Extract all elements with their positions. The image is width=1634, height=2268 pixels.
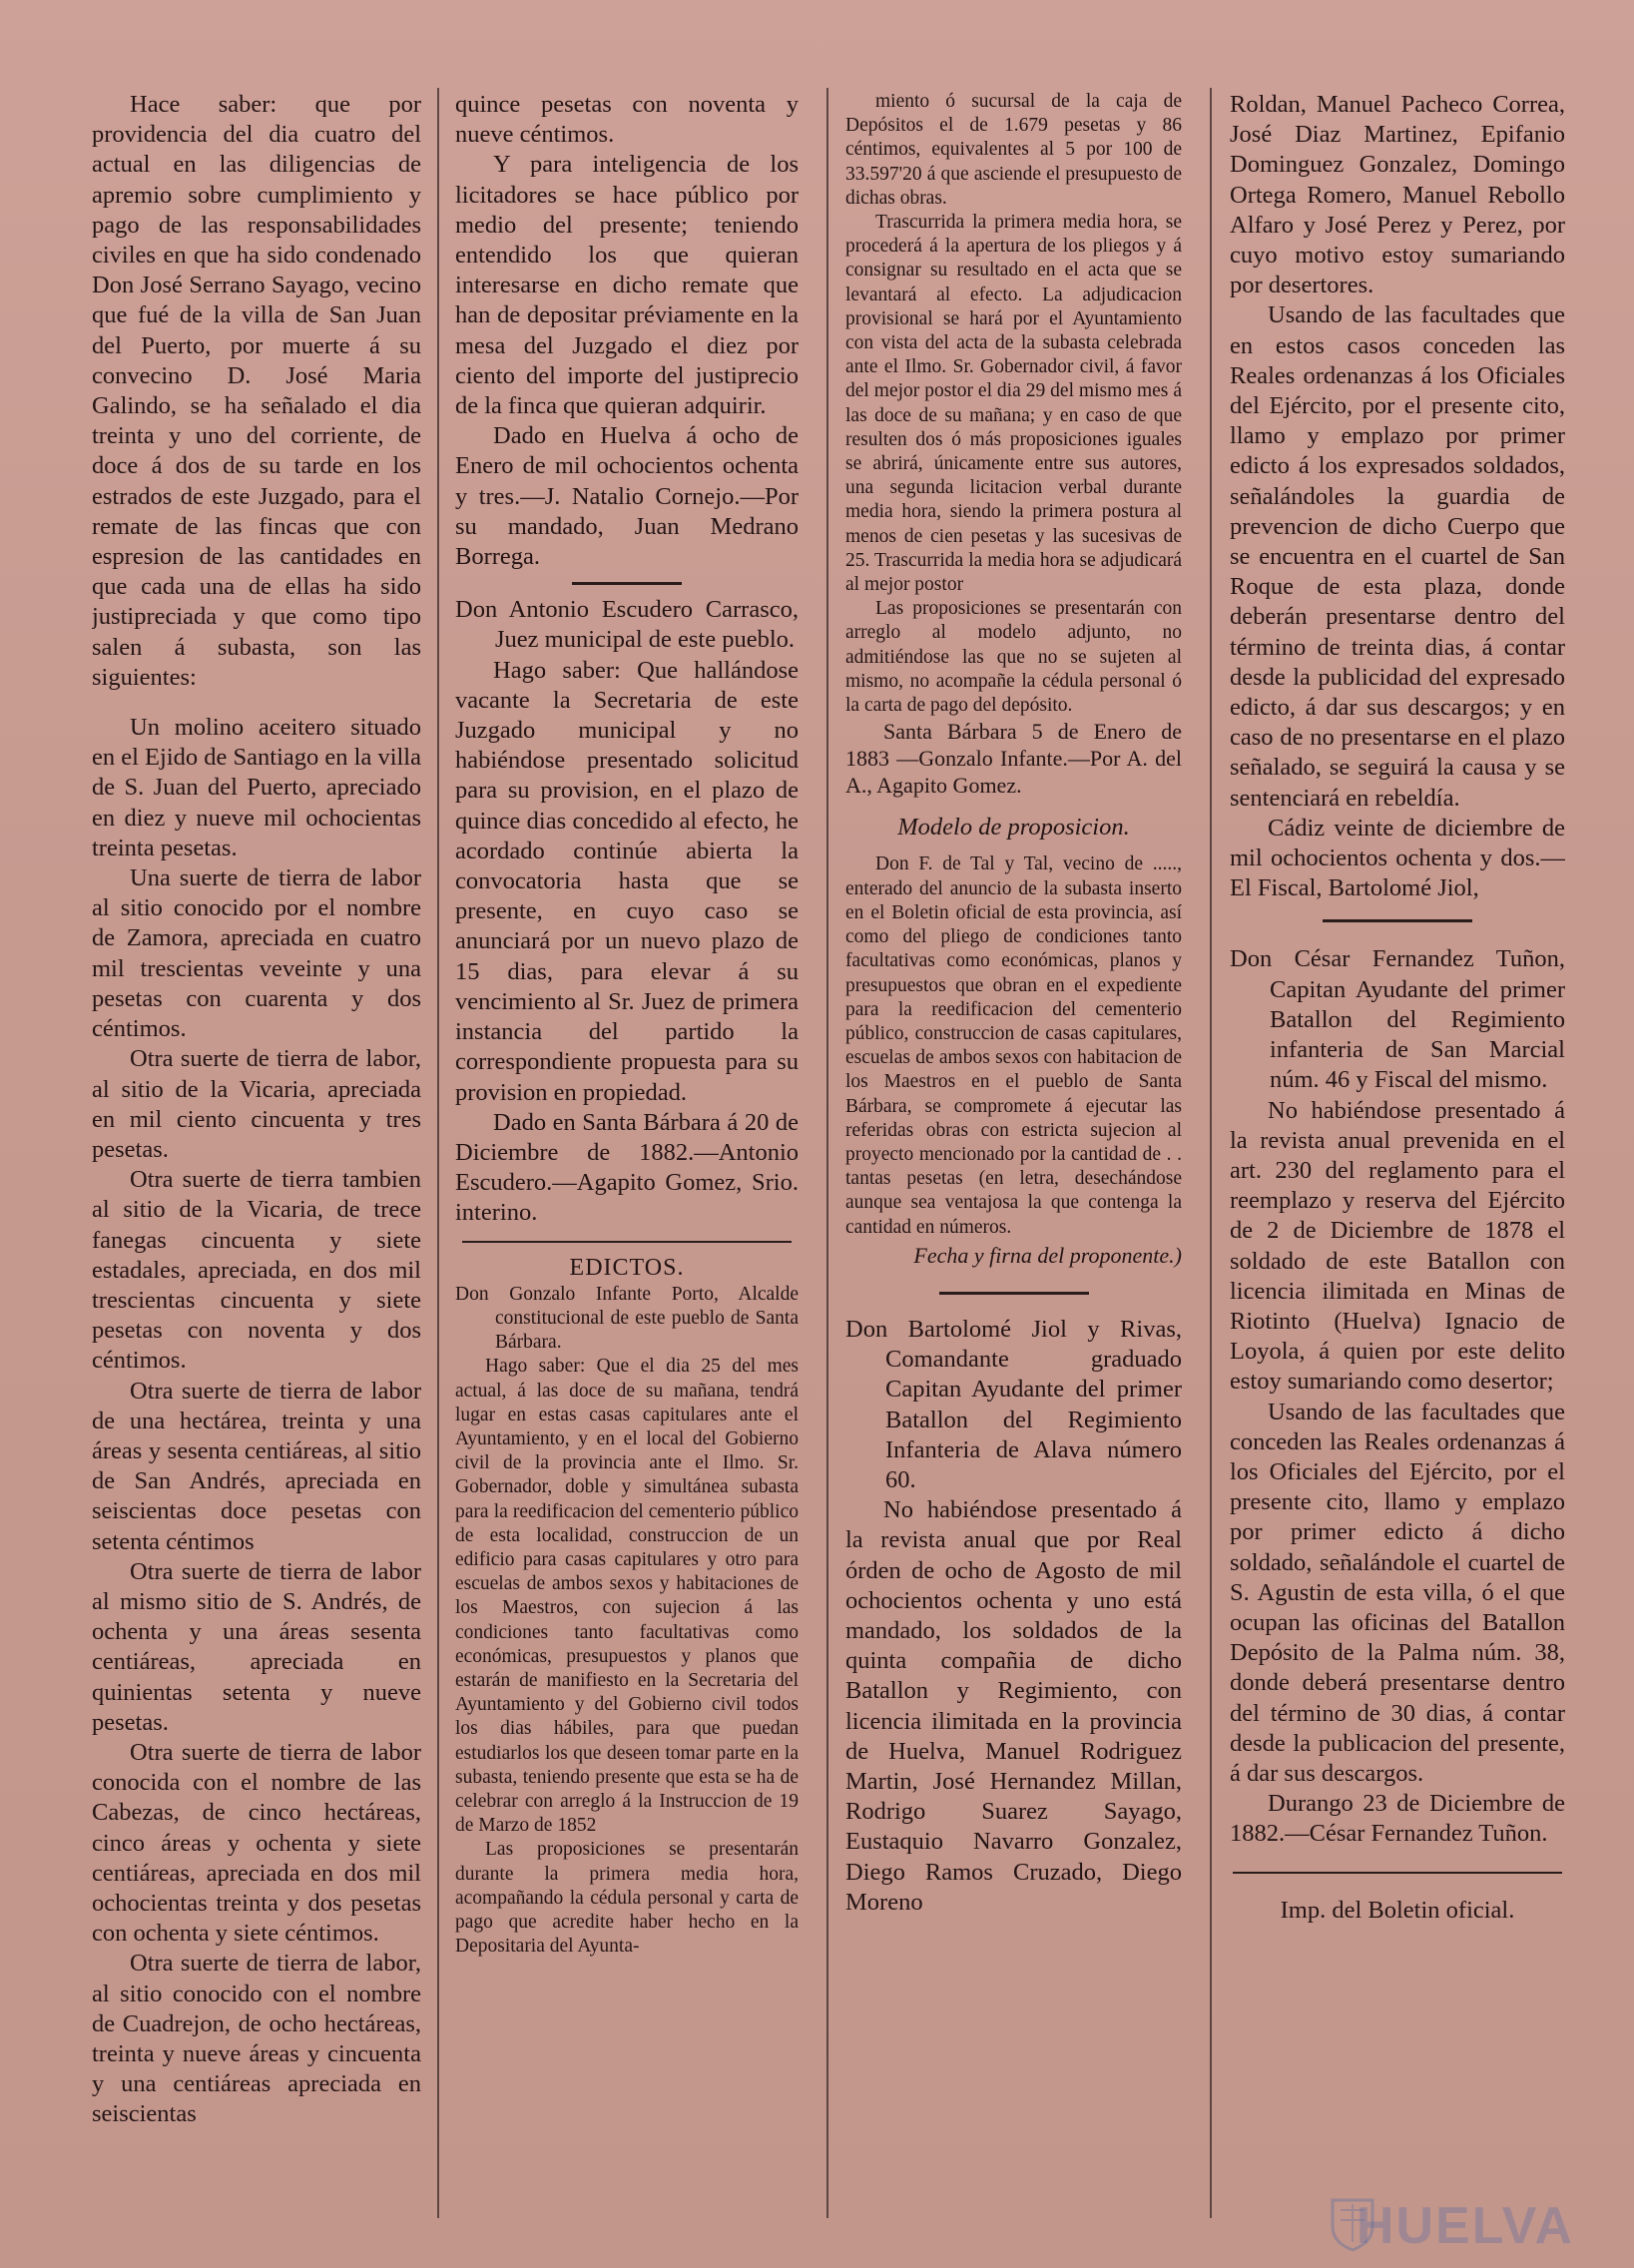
paragraph: Otra suerte de tierra de labor, al sitio conocido con el nombre de Cuadrejon, de ocho hectáreas, treinta y nueve áreas y cincuenta y una centiáreas apreciada en seiscientas xyxy=(92,1950,421,2128)
divider xyxy=(939,1292,1089,1295)
column-divider xyxy=(1210,88,1212,2218)
divider xyxy=(462,1241,792,1243)
paragraph: Hace saber: que por providencia del dia cuatro del actual en las diligencias de apremio sobre cumplimiento y pago de las responsabilidades civiles en que ha sido condenado Don José Serrano Sayago, vecino que fué de la villa de San Juan del Puerto, por muerte á su convecino D. José Maria Galindo, se ha señalado el dia treinta y uno del corriente, de doce á dos de su tarde en los estrados de este Juzgado, para el remate de las fincas que con espresion de las cantidades en que cada una de ellas ha sido justipreciada y que como tipo salen á subasta, son las siguientes: xyxy=(92,91,421,691)
paragraph: Santa Bárbara 5 de Enero de 1883 —Gonzalo Infante.—Por A. del A., Agapito Gomez. xyxy=(845,719,1182,799)
edict-heading: Don César Fernandez Tuñon, Capitan Ayudante del primer Batallon del Regimiento infanteria de San Marcial núm. 46 y Fiscal del mismo. xyxy=(1230,945,1565,1094)
column-divider xyxy=(437,88,439,2218)
edict-block xyxy=(455,1283,799,1960)
paragraph: Hago saber: Que hallándose vacante la Secretaria de este Juzgado municipal y no habiéndose presentado solicitud para su provision, en el plazo de quince dias concedido al efecto, he acordado continúe abierta la convocatoria hasta que se presente, en cuyo caso se anunciará por un nuevo plazo de 15 dias, para elevar á su vencimiento al Sr. Juez de primera instancia del partido la correspondiente propuesta para su provision en propiedad. xyxy=(455,656,799,1106)
column-1 xyxy=(92,90,421,2228)
paragraph: quince pesetas con noventa y nueve céntimos. xyxy=(455,91,799,149)
divider xyxy=(1233,1872,1562,1874)
paragraph: Trascurrida la primera media hora, se procederá á la apertura de los pliegos y á consignar su resultado en el acta que se levantará al efecto. La adjudicacion provisional se hará por el Ayuntamiento con vista del acta de la subasta celebrada ante el Ilmo. Sr. Gobernador civil, á favor del mejor postor el dia 29 del mismo mes á las doce de su mañana; y en caso de que resulten dos ó más proposiciones iguales se abrirá, únicamente entre sus autores, una segunda licitacion verbal durante media hora, siendo la primera postura al menos de cien pesetas y las sucesivas de 25. Trascurrida la media hora se adjudicará al mejor postor xyxy=(845,212,1182,596)
column-4 xyxy=(1230,90,1565,2228)
paragraph: Cádiz veinte de diciembre de mil ochocientos ochenta y dos.—El Fiscal, Bartolomé Jiol, xyxy=(1230,814,1565,902)
signature-line: Fecha y firna del proponente.) xyxy=(913,1242,1182,1268)
paragraph: Dado en Santa Bárbara á 20 de Diciembre de 1882.—Antonio Escudero.—Agapito Gomez, Srio. interino. xyxy=(455,1108,799,1227)
paragraph: Y para inteligencia de los licitadores se hace público por medio del presente; teniendo entendido los que quieran interesarse en dicho remate que han de depositar préviamente en la mesa del Juzgado el diez por ciento del importe del justiprecio de la finca que quieran adquirir. xyxy=(455,151,799,420)
model-block xyxy=(845,852,1182,1267)
edict-block xyxy=(845,90,1182,718)
section-title: EDICTOS. xyxy=(569,1254,685,1281)
column-2 xyxy=(455,90,799,2228)
paragraph: Las proposiciones se presentarán durante la primera media hora, acompañando la cédula personal y carta de pago que acredite haber hecho en la Depositaria del Ayunta- xyxy=(455,1839,799,1958)
paragraph: Usando de las facultades que en estos casos conceden las Reales ordenanzas á los Oficiales del Ejército, por el presente cito, llamo y emplazo por primer edicto á los expresados soldados, señalándoles la guardia de prevencion de dicho Cuerpo que se encuentra en el cuartel de San Roque de esta plaza, donde deberán presentarse dentro del término de treinta dias, á contar desde la publicidad del expresado edicto, á dar sus descargos; y en caso de no presentarse en el plazo señalado, se seguirá la causa y se sentenciará en rebeldía. xyxy=(1230,301,1565,812)
paragraph: Las proposiciones se presentarán con arreglo al modelo adjunto, no admitiéndose las que no se sujeten al mismo, no acompañe la cédula personal ó la carta de pago del depósito. xyxy=(845,598,1182,717)
imprint: Imp. del Boletin oficial. xyxy=(1280,1896,1515,1924)
column-divider xyxy=(826,88,828,2218)
paragraph: Un molino aceitero situado en el Ejido de Santiago en la villa de S. Juan del Puerto, apreciado en diez y nueve mil ochocientas treinta pesetas. xyxy=(92,714,421,861)
paragraph: Otra suerte de tierra de labor conocida con el nombre de las Cabezas, de cinco hectáreas, cinco áreas y ochenta y siete centiáreas, apreciada en dos mil ochocientas treinta y dos pesetas con ochenta y siete céntimos. xyxy=(92,1738,421,1948)
paragraph: Otra suerte de tierra de labor, al sitio de la Vicaria, apreciada en mil ciento cincuenta y tres pesetas. xyxy=(92,1045,421,1163)
paragraph: miento ó sucursal de la caja de Depósitos el de 1.679 pesetas y 86 céntimos, equivalentes al 5 por 100 de 33.597'20 á que asciende el presupuesto de dichas obras. xyxy=(845,91,1182,209)
paragraph: Hago saber: Que el dia 25 del mes actual, á las doce de su mañana, tendrá lugar en estas casas capitulares ante el Ayuntamiento, y en el local del Gobierno civil de la provincia ante el Ilmo. Sr. Gobernador, doble y simultánea subasta para la reedificacion del cementerio público de esta localidad, construccion de un edificio para casas capitulares y otro para escuelas de ambos sexos y habitaciones de los Maestros, con sujecion á las condiciones tanto facultativas como económicas, presupuestos y planos que estarán de manifiesto en la Secretaria del Ayuntamiento y del Gobierno civil todos los dias hábiles, para que puedan estudiarlos los que deseen tomar parte en la subasta, teniendo presente que esta se ha de celebrar con arreglo á la Instruccion de 19 de Marzo de 1852 xyxy=(455,1356,799,1837)
divider xyxy=(572,582,682,585)
paragraph: Otra suerte de tierra de labor de una hectárea, treinta y una áreas y sesenta centiáreas, al sitio de San Andrés, apreciada en seiscientas doce pesetas con setenta céntimos xyxy=(92,1377,421,1555)
edict-heading: Don Bartolomé Jiol y Rivas, Comandante graduado Capitan Ayudante del primer Batallon del Regimiento Infanteria de Alava número 60. xyxy=(845,1315,1182,1493)
paragraph: Otra suerte de tierra tambien al sitio de la Vicaria, de trece fanegas cincuenta y siete estadales, apreciada, en dos mil trescientas cincuenta y siete pesetas con noventa y dos céntimos. xyxy=(92,1166,421,1375)
paragraph: Usando de las facultades que conceden las Reales ordenanzas á los Oficiales del Ejército, por el presente cito, llamo y emplazo por primer edicto á dicho soldado, señalándole el cuartel de S. Agustin de esta villa, ó el que ocupan las oficinas del Batallon Depósito de la Palma núm. 38, donde deberá presentarse dentro del término de 30 dias, á contar desde la publicacion del presente, á dar sus descargos. xyxy=(1230,1398,1565,1787)
archive-watermark: HUELVA xyxy=(1356,2197,1574,2255)
paragraph: No habiéndose presentado á la revista anual prevenida en el art. 230 del reglamento para el reemplazo y reserva del Ejército de 2 de Diciembre de 1878 el soldado de este Batallon con licencia ilimitada en Minas de Riotinto (Huelva) Ignacio de Loyola, á quien por este delito estoy sumariando como desertor; xyxy=(1230,1096,1565,1396)
paragraph: Roldan, Manuel Pacheco Correa, José Diaz Martinez, Epifanio Dominguez Gonzalez, Domingo Ortega Romero, Manuel Rebollo Alfaro y José Perez y Perez, por cuyo motivo estoy sumariando por desertores. xyxy=(1230,91,1565,299)
paragraph: Don F. de Tal y Tal, vecino de ....., enterado del anuncio de la subasta inserto en el Boletin oficial de esta provincia, así como del pliego de condiciones tanto facultativas como económicas, planos y presupuestos que obran en el expediente para la reedificacion del cementerio público, construccion de casas capitulares, escuelas de ambos sexos con habitacion de los Maestros en el pueblo de Santa Bárbara, se compromete á ejecutar las referidas obras con estricta sujecion al proyecto mencionado por la cantidad de . . tantas pesetas (en letra, desechándose aunque sea ventajosa la que contenga la cantidad en números. xyxy=(845,853,1182,1238)
paragraph: Una suerte de tierra de labor al sitio conocido por el nombre de Zamora, apreciada en cuatro mil trescientas veveinte y una pesetas con cuarenta y dos céntimos. xyxy=(92,864,421,1043)
paragraph: Otra suerte de tierra de labor al mismo sitio de S. Andrés, de ochenta y una áreas sesenta centiáreas, apreciada en quinientas setenta y nueve pesetas. xyxy=(92,1557,421,1736)
paragraph: Durango 23 de Diciembre de 1882.—César Fernandez Tuñon. xyxy=(1230,1790,1565,1848)
model-title: Modelo de proposicion. xyxy=(897,814,1130,842)
divider xyxy=(1323,919,1472,922)
column-3 xyxy=(845,90,1182,2228)
edict-heading: Don Antonio Escudero Carrasco, Juez municipal de este pueblo. xyxy=(455,596,799,654)
paragraph: No habiéndose presentado á la revista anual que por Real órden de ocho de Agosto de mil ochocientos ochenta y uno está mandado, los soldados de la quinta compañia de dicho Batallon y Regimiento, con licencia ilimitada en la provincia de Huelva, Manuel Rodriguez Martin, José Hernandez Millan, Rodrigo Suarez Sayago, Eustaquio Navarro Gonzalez, Diego Ramos Cruzado, Diego Moreno xyxy=(845,1496,1182,1916)
edict-heading: Don Gonzalo Infante Porto, Alcalde constitucional de este pueblo de Santa Bárbara. xyxy=(455,1283,799,1354)
paragraph: Dado en Huelva á ocho de Enero de mil ochocientos ochenta y tres.—J. Natalio Cornejo.—Por su mandado, Juan Medrano Borrega. xyxy=(455,422,799,571)
